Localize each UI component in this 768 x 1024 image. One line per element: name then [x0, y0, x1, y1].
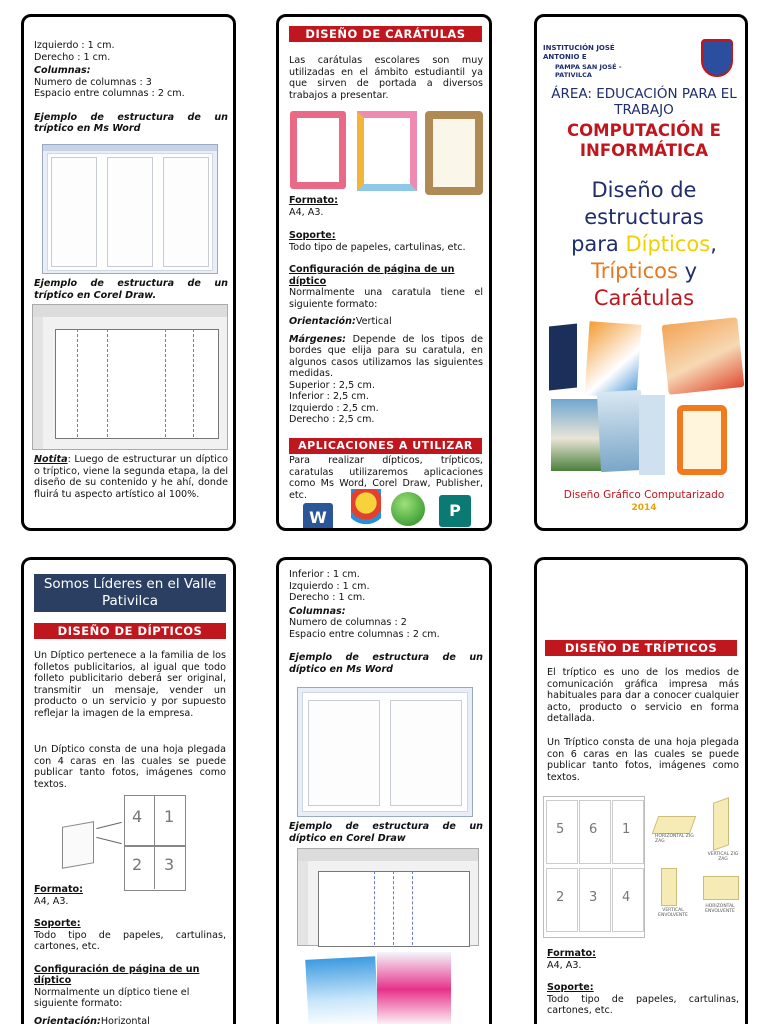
school-crest-icon	[701, 39, 733, 77]
title-line-3a: para	[571, 232, 626, 256]
note	[34, 454, 228, 500]
word-diptico-mockup	[297, 687, 473, 817]
cover-frame-ornate	[425, 111, 483, 195]
columns-title: Columnas:	[34, 65, 91, 76]
tripticos-para2: Un Tríptico consta de una hoja plegada con 6 caras en las cuales se puede publicar tanto fotos, imágenes como textos.	[547, 737, 739, 783]
triptico-page-4: 4	[622, 890, 631, 905]
cover-frame-flowers	[357, 111, 417, 191]
title-line-2: estructuras	[584, 205, 704, 229]
caratulas-config-label: Configuración de página de un díptico	[289, 264, 455, 287]
fold-label-horizontal-zigzag: HORIZONTAL ZIG ZAG	[655, 834, 694, 844]
tripticos-para1: El tríptico es uno de los medios de comunicación gráfica impresa más habituales para dar a conocer cualquier acto, producto o servicio en forma detallada.	[547, 667, 739, 724]
triptico-fold-diagram	[543, 796, 743, 941]
corel-triptico-mockup	[32, 304, 228, 450]
corel-draw-icon	[351, 489, 381, 529]
dipticos-config-label: Configuración de página de un díptico	[34, 963, 200, 986]
caratulas-support-label: Soporte:	[289, 230, 336, 241]
word-example-title: Ejemplo de estructura de un tríptico en Ms Word	[34, 111, 228, 134]
dipticos-para2: Un Díptico consta de una hoja plegada con 4 caras en las cuales se puede publicar tanto fotos, imágenes como textos.	[34, 744, 226, 790]
diptico-fold-diagram	[34, 790, 226, 874]
title-comma: ,	[710, 232, 717, 256]
tripticos-header: DISEÑO DE TRÍPTICOS	[545, 640, 737, 656]
pencil-app-icon	[391, 492, 425, 526]
publisher-icon: P	[439, 495, 471, 527]
tripticos-format-value: A4, A3.	[547, 959, 582, 971]
columns-spacing: Espacio entre columnas : 2 cm.	[34, 88, 185, 99]
diptico-page-4: 4	[132, 807, 143, 826]
caratulas-margins-text: Depende de los tipos de bordes que elija para su caratula, en algunos casos utilizamos las siguientes medidas.	[289, 333, 483, 379]
triptico-page-3: 3	[589, 890, 598, 905]
title-y: y	[677, 259, 698, 283]
title-dipticos: Dípticos	[625, 232, 711, 256]
cover-year: 2014	[631, 503, 657, 513]
caratulas-margins-label: Márgenes:	[289, 333, 347, 345]
title-caratulas: Carátulas	[593, 286, 695, 310]
caratulas-orientation-label: Orientación:	[289, 316, 356, 327]
diptico-page-3: 3	[164, 855, 175, 874]
dipticos-format-label: Formato:	[34, 884, 83, 895]
panel-triptico-structure	[21, 14, 236, 531]
tripticos-support-value: Todo tipo de papeles, cartulinas, cartones, etc.	[547, 993, 739, 1016]
apps-text: Para realizar dípticos, trípticos, caratulas utilizaremos aplicaciones como Ms Word, Corel Draw, Publisher, etc.	[289, 455, 483, 501]
caratulas-intro: Las carátulas escolares son muy utilizadas en el ámbito estudiantil ya que sirven de portada a diversos trabajos a presentar.	[289, 55, 483, 101]
caratulas-margin-top: Superior : 2,5 cm.	[289, 379, 375, 391]
diptico-margin-left: Izquierdo : 1 cm.	[289, 580, 370, 592]
caratulas-margin-left: Izquierdo : 2,5 cm.	[289, 402, 379, 414]
note-text: : Luego de estructurar un díptico o tríptico, viene la segunda etapa, la del diseño de su contenido y he ahí, donde fluirá tu aspecto artístico al 100%.	[34, 454, 228, 500]
diptico-columns-title: Columnas:	[289, 605, 346, 617]
brochure-collage	[547, 319, 743, 479]
panel-caratulas	[276, 14, 492, 531]
dipticos-orientation-label: Orientación:	[34, 1015, 101, 1024]
diptico-page-1: 1	[164, 807, 175, 826]
diptico-sample-image	[307, 952, 451, 1024]
triptico-page-5: 5	[556, 822, 565, 837]
corel-example-title: Ejemplo de estructura de un tríptico en Corel Draw.	[34, 278, 228, 301]
margin-left: Izquierdo : 1 cm.	[34, 40, 115, 51]
dipticos-orientation-value: Horizontal	[100, 1015, 150, 1024]
title-tripticos: Trípticos	[590, 259, 678, 283]
panel-tripticos	[534, 557, 748, 1024]
diptico-columns-number: Numero de columnas : 2	[289, 617, 407, 628]
fold-label-vertical-zigzag: VERTICAL ZIG ZAG	[707, 852, 739, 862]
margin-right: Derecho : 1 cm.	[34, 51, 111, 63]
slogan-banner: Somos Líderes en el Valle Pativilca	[34, 574, 226, 612]
columns-number: Numero de columnas : 3	[34, 76, 152, 88]
triptico-page-2: 2	[556, 890, 565, 905]
dipticos-config-text: Normalmente un díptico tiene el siguiente formato:	[34, 986, 190, 1009]
word-icon: W	[303, 503, 333, 531]
panel-cover	[534, 14, 748, 531]
panel-diptico-structure	[276, 557, 492, 1024]
dipticos-format-value: A4, A3.	[34, 895, 69, 907]
diptico-columns-spacing: Espacio entre columnas : 2 cm.	[289, 628, 440, 640]
caratulas-format-value: A4, A3.	[289, 206, 324, 218]
dipticos-para1: Un Díptico pertenece a la familia de los folletos publicitarios, al igual que todo folleto publicitario deberá ser original, transmitir un mensaje, vender un producto o un servicio y por supuesto reflejar la imagen de la empresa.	[34, 650, 226, 719]
dipticos-support-value: Todo tipo de papeles, cartulinas, cartones, etc.	[34, 929, 226, 952]
diptico-word-example-title: Ejemplo de estructura de un díptico en Ms Word	[289, 652, 483, 675]
diptico-margin-right: Derecho : 1 cm.	[289, 592, 366, 603]
note-label: Notita	[34, 454, 68, 465]
triptico-page-1: 1	[622, 822, 631, 837]
diptico-margin-bottom: Inferior : 1 cm.	[289, 569, 360, 580]
diptico-page-2: 2	[132, 855, 143, 874]
caratulas-margin-bottom: Inferior : 2,5 cm.	[289, 391, 369, 402]
fold-label-horizontal-envolvente: HORIZONTAL ENVOLVENTE	[705, 904, 735, 914]
title-line-1: Diseño de	[591, 178, 697, 202]
caratulas-header: DISEÑO DE CARÁTULAS	[289, 26, 482, 42]
tripticos-support-label: Soporte:	[547, 982, 594, 993]
caratulas-format-label: Formato:	[289, 195, 338, 206]
cover-frame-hearts	[290, 111, 346, 189]
institution-name: INSTITUCIÓN JOSÉ ANTONIO E	[543, 44, 615, 61]
cover-footer: Diseño Gráfico Computarizado	[563, 489, 725, 501]
fold-label-vertical-envolvente: VERTICAL ENVOLVENTE	[658, 908, 688, 918]
tripticos-format-label: Formato:	[547, 948, 596, 959]
subject-title: COMPUTACIÓN E INFORMÁTICA	[567, 121, 721, 160]
caratulas-config-text: Normalmente una caratula tiene el siguiente formato:	[289, 287, 483, 310]
corel-diptico-mockup	[297, 848, 479, 946]
area-title: ÁREA: EDUCACIÓN PARA EL TRABAJO	[551, 86, 737, 118]
dipticos-header: DISEÑO DE DÍPTICOS	[34, 623, 226, 639]
word-triptico-mockup	[42, 144, 218, 274]
triptico-page-6: 6	[589, 822, 598, 837]
caratulas-margin-right: Derecho : 2,5 cm.	[289, 414, 375, 425]
panel-dipticos	[21, 557, 236, 1024]
caratulas-support-value: Todo tipo de papeles, cartulinas, etc.	[289, 241, 466, 253]
institution-location: PAMPA SAN JOSÉ - PATIVILCA	[555, 63, 622, 79]
apps-header: APLICACIONES A UTILIZAR	[289, 438, 482, 454]
caratulas-orientation-value: Vertical	[355, 316, 392, 327]
dipticos-support-label: Soporte:	[34, 918, 81, 929]
diptico-corel-example-title: Ejemplo de estructura de un díptico en Corel Draw	[289, 821, 483, 844]
main-title	[541, 177, 747, 312]
